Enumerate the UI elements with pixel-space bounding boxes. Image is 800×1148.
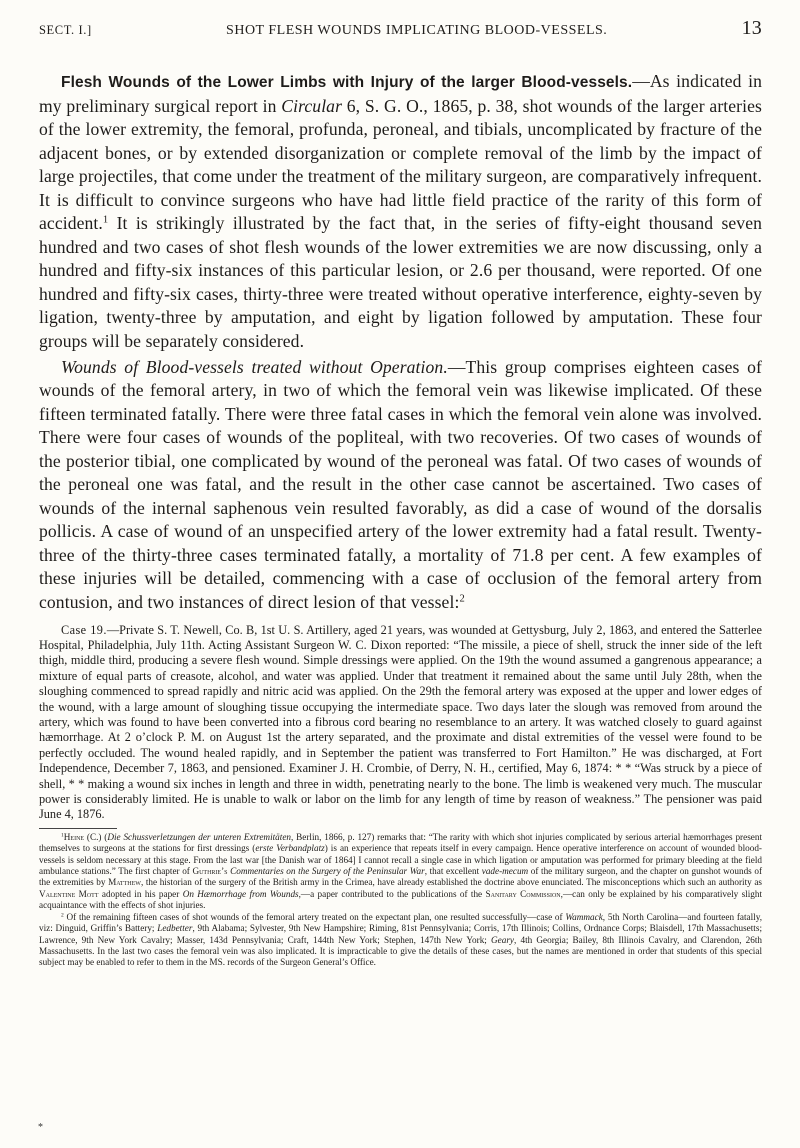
footnote-ref-1[interactable]: 1	[102, 214, 109, 226]
page-body	[39, 70, 762, 969]
page-mark: *	[38, 1122, 43, 1133]
paragraph-without-operation: Wounds of Blood-vessels treated without Operation.—This group comprises eighteen cases of wounds of the femoral artery, in two of which the femoral vein was likewise implicated. Of these fifteen terminated fatally. There were three fatal cases in which the femoral vein alone was involved. There were four cases of wounds of the popliteal, with two recoveries. Of two cases of wounds of the posterior tibial, one complicated by wound of the peroneal was fatal. Of two cases of wounds of the peroneal one was fatal, and the result in the other case cannot be ascertained. Two cases of wounds of the internal saphenous vein resulted favorably, as did a case of wound of the dorsalis pollicis. A case of wound of an unspecified artery of the lower extremity had a fatal result. Twenty-three of the thirty-three cases terminated fatally, a mortality of 71.8 per cent. A few examples of these injuries will be detailed, commencing with a case of occlusion of the femoral artery from contusion, and two instances of direct lesion of that vessel:$^2$	[39, 356, 762, 613]
running-title: SHOT FLESH WOUNDS IMPLICATING BLOOD-VESSELS.	[226, 23, 608, 38]
running-header	[39, 17, 762, 39]
section-label: SECT. I.]	[39, 23, 92, 37]
footnote-divider	[39, 828, 117, 829]
section-heading-without-operation: Wounds of Blood-vessels treated without Operation.	[61, 356, 448, 377]
section-heading-flesh-wounds: Flesh Wounds of the Lower Limbs with Injury of the larger Blood-vessels.	[61, 74, 633, 91]
footnote-2: $^2$ Of the remaining fifteen cases of shot wounds of the femoral artery treated on the expectant plan, one resulted successfully—case of Wammack, 5th North Carolina—and fourteen fatally, viz: Dinguid, Griffin’s Battery; Ledbetter, 9th Alabama; Sylvester, 9th New Hampshire; Riming, 81st Pennsylvania; Corris, 17th Illinois; Collins, Ordnance Corps; Blaisdell, 17th Massachusetts; Lawrence, 9th New York Cavalry; Masser, 143d Pennsylvania; Craft, 144th New York; Stephen, 147th New York; Geary, 4th Georgia; Bailey, 8th Illinois Cavalry, and Clarendon, 26th Massachusetts. In the last two cases the femoral vein was also implicated. It is impracticable to give the details of these cases, but the names are mentioned in order that students of this special subject may be enabled to refer to them in the MS. records of the Surgeon General’s Office.	[39, 911, 763, 968]
page-number: 13	[741, 17, 762, 39]
case-19: Case 19.—Private S. T. Newell, Co. B, 1st U. S. Artillery, aged 21 years, was wounded at Gettysburg, July 2, 1863, and entered the Satterlee Hospital, Philadelphia, July 11th. Acting Assistant Surgeon W. C. Dixon reported: “The missile, a piece of shell, struck the inner side of the left thigh, middle third, producing a severe flesh wound. Simple dressings were applied. On the 19th the wound assumed a gangrenous appearance; a mixture of equal parts of creasote, alcohol, and water was applied. Under that treatment it remained about the same until July 28th, when the sloughing commenced to spread rapidly and nitric acid was applied. On the 29th the femoral artery was exposed at the upper and lower edges of the wound, with a large amount of sloughing tissue occupying the intermediate space. Two days later the slough was removed from around the artery, which was found to have been converted into a fibrous cord bearing no resemblance to an artery. It was watched closely to guard against hæmorrhage. At 2 o’clock P. M. on August 1st the artery separated, and the proximate and distal extremities of the vessel were found to be perfectly occluded. The wound healed rapidly, and in September the patient was transferred to Fort Hamilton.” He was discharged, at Fort Independence, December 7, 1863, and pensioned. Examiner J. H. Crombie, of Derry, N. H., certified, May 6, 1874: * * “Was struck by a piece of shell, * * making a wound six inches in length and three in width, penetrating nearly to the bone. The limb is weakened very much. The muscular power is considerably limited. He is unable to walk or labor on the limb for any length of time by reason of weakness.” The pensioner was paid June 4, 1876.	[39, 622, 762, 822]
footnote-ref-2[interactable]: 2	[459, 593, 465, 605]
case-label: Case 19.	[61, 622, 107, 637]
footnote-1: $^1$Heine (C.) (Die Schussverletzungen der unteren Extremitäten, Berlin, 1866, p. 127) remarks that: “The rarity with which shot injuries complicated by serious arterial hæmorrhages present themselves to surgeons at the stations for first dressings (erste Verbandplatz) is an experience that repeats itself in every campaign. Hence operative interference on account of wounded blood-vessels is seldom necessary at this stage. From the last war [the Danish war of 1864] I cannot recall a single case in which ligation or amputation was performed for primary bleeding at the field ambulance stations.” The first chapter of Guthrie’s Commentaries on the Surgery of the Peninsular War, that excellent vade-mecum of the military surgeon, and the chapter on gunshot wounds of the extremities by Matthew, the historian of the surgery of the British army in the Crimea, have already established the doctrine above enunciated. The misconceptions which such an authority as Valentine Mott adopted in his paper On Hæmorrhage from Wounds,—a paper contributed to the publications of the Sanitary Commission,—can only be explained by his comparatively slight acquaintance with the effects of shot injuries.	[39, 831, 763, 911]
paragraph-flesh-wounds: Flesh Wounds of the Lower Limbs with Injury of the larger Blood-vessels.—As indicated in my preliminary surgical report in Circular 6, S. G. O., 1865, p. 38, shot wounds of the larger arteries of the lower extremity, the femoral, profunda, peroneal, and tibials, uncomplicated by fracture of the adjacent bones, or by extended disorganization or complete removal of the limb by the impact of large projectiles, that come under the treatment of the military surgeon, are comparatively infrequent. It is difficult to convince surgeons who have had little field practice of the rarity of this form of accident.$^1$ It is strikingly illustrated by the fact that, in the series of fifty-eight thousand seven hundred and two cases of shot flesh wounds of the lower extremities we are now discussing, only a hundred and fifty-six instances of this particular lesion, or 2.6 per thousand, were reported. Of one hundred and fifty-six cases, thirty-three were treated without operative interference, eighty-seven by ligation, twenty-three by amputation, and eight by ligation followed by amputation. These four groups will be separately considered.	[39, 71, 762, 352]
